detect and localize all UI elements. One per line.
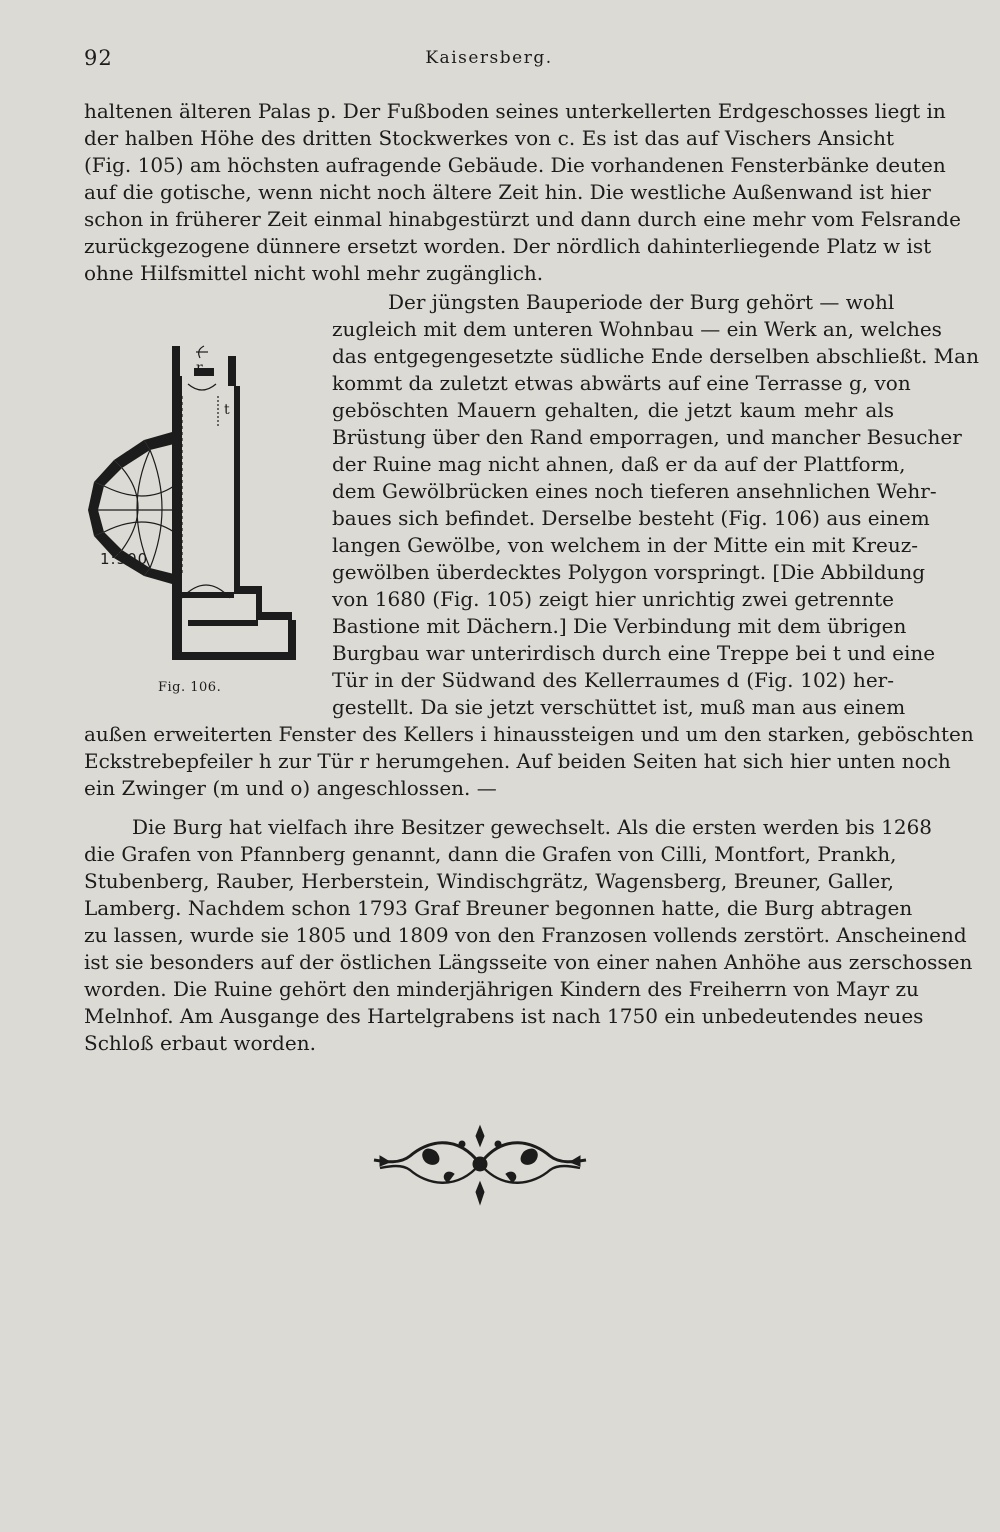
text-line: dem Gewölbrücken eines noch tieferen ansehnlichen Wehr- [332,479,937,503]
text-line: der Ruine mag nicht ahnen, daß er da auf der Plattform, [332,452,906,476]
text-line: ohne Hilfsmittel nicht wohl mehr zugänglich. [84,261,544,285]
text-line: die Grafen von Pfannberg genannt, dann die Grafen von Cilli, Montfort, Prankh, [84,842,897,866]
text-line: ein Zwinger (m und o) angeschlossen. — [84,776,497,800]
text-line: gewölben überdecktes Polygon vorspringt. [Die Abbildung [332,560,926,584]
text-line: zugleich mit dem unteren Wohnbau — ein Werk an, welches [332,317,942,341]
text-line: geböschten Mauern gehalten, die jetzt kaum mehr als [332,398,894,422]
text-line: kommt da zuletzt etwas abwärts auf eine Terrasse g, von [332,371,911,395]
figure-caption: Fig. 106. [158,680,222,695]
text-line: Brüstung über den Rand emporragen, und mancher Besucher [332,425,962,449]
text-line: zu lassen, wurde sie 1805 und 1809 von den Franzosen vollends zerstört. Anscheinend [84,923,967,947]
text-line: außen erweiterten Fenster des Kellers i hinaussteigen und um den starken, geböschten [84,722,974,746]
page-header [84,44,894,74]
label-r: r [196,360,203,376]
text-line: das entgegengesetzte südliche Ende derselben abschließt. Man [332,344,979,368]
page-number: 92 [84,46,113,70]
text-line: baues sich befindet. Derselbe besteht (Fig. 106) aus einem [332,506,930,530]
text-line: von 1680 (Fig. 105) zeigt hier unrichtig zwei getrennte [332,587,894,611]
text-line: schon in früherer Zeit einmal hinabgestürzt und dann durch eine mehr vom Felsrande [84,207,961,231]
text-line: Bastione mit Dächern.] Die Verbindung mit dem übrigen [332,614,907,638]
text-line: langen Gewölbe, von welchem in der Mitte ein mit Kreuz- [332,533,919,557]
text-line: haltenen älteren Palas p. Der Fußboden seines unterkellerten Erdgeschosses liegt in [84,99,946,123]
text-line: Schloß erbaut worden. [84,1031,316,1055]
label-t: t [224,402,230,418]
text-line: zurückgezogene dünnere ersetzt worden. Der nördlich dahinterliegende Platz w ist [84,234,932,258]
text-line: gestellt. Da sie jetzt verschüttet ist, muß man aus einem [332,695,906,719]
text-line: Die Burg hat vielfach ihre Besitzer gewechselt. Als die ersten werden bis 1268 [132,815,933,839]
text-line: der halben Höhe des dritten Stockwerkes von c. Es ist das auf Vischers Ansicht [84,126,894,150]
figure-106-floor-plan [84,336,310,706]
text-line: auf die gotische, wenn nicht noch ältere Zeit hin. Die westliche Außenwand ist hier [84,180,931,204]
text-line: worden. Die Ruine gehört den minderjährigen Kindern des Freiherrn von Mayr zu [84,977,919,1001]
text-line: Tür in der Südwand des Kellerraumes d (Fig. 102) her- [332,668,894,692]
floor-plan-drawing [84,336,310,676]
text-line: (Fig. 105) am höchsten aufragende Gebäude. Die vorhandenen Fensterbänke deuten [84,153,946,177]
decorative-ornament-icon [366,1122,594,1208]
text-line: Melnhof. Am Ausgange des Hartelgrabens ist nach 1750 ein unbedeutendes neues [84,1004,924,1028]
text-line: Der jüngsten Bauperiode der Burg gehört — wohl [388,290,895,314]
text-line: Lamberg. Nachdem schon 1793 Graf Breuner begonnen hatte, die Burg abtragen [84,896,913,920]
text-line: Eckstrebepfeiler h zur Tür r herumgehen. Auf beiden Seiten hat sich hier unten noch [84,749,951,773]
scale-label: 1:500 [100,550,149,568]
running-title: Kaisersberg. [425,48,553,68]
text-line: ist sie besonders auf der östlichen Längsseite von einer nahen Anhöhe aus zerschossen [84,950,973,974]
text-line: Burgbau war unterirdisch durch eine Treppe bei t und eine [332,641,936,665]
text-line: Stubenberg, Rauber, Herberstein, Windischgrätz, Wagensberg, Breuner, Galler, [84,869,894,893]
